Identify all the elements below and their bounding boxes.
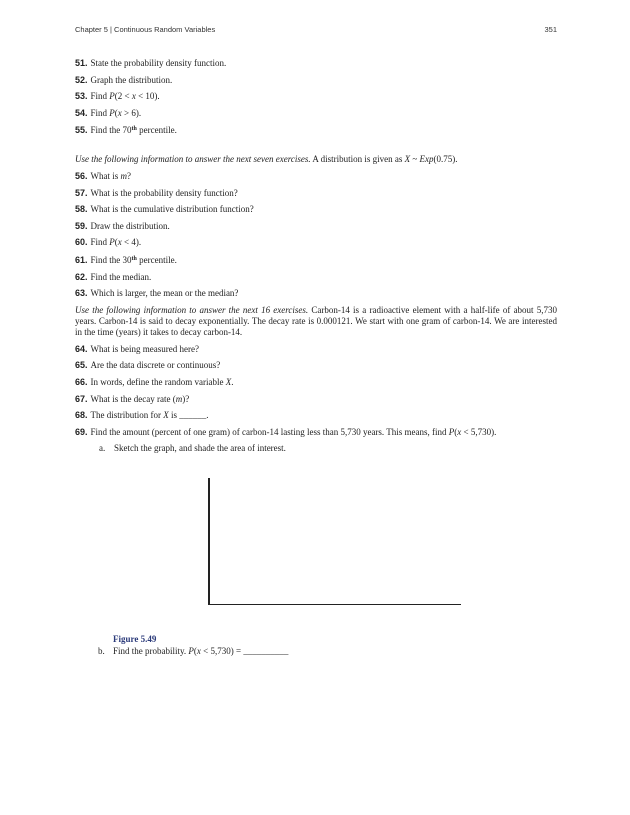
sub-item-b-letter: b.: [98, 646, 105, 656]
text-run: Use the following information to answer the next seven exercises.: [75, 154, 311, 165]
text-run: Find the probability.: [113, 646, 189, 656]
exercise-number: 64.: [75, 343, 88, 354]
exercise-item: [75, 427, 557, 438]
text-run: < 5,730).: [461, 426, 497, 437]
text-run: x: [117, 237, 122, 248]
text-run: Find the median.: [90, 271, 152, 282]
text-run: What is the cumulative distribution function?: [90, 204, 254, 215]
text-run: m: [120, 170, 128, 181]
text-run: (0.75).: [433, 154, 458, 165]
exercise-item: [75, 237, 557, 248]
sub-item-a-letter: a.: [99, 443, 106, 454]
text-run: Draw the distribution.: [90, 220, 170, 231]
text-run: In words, define the random variable: [90, 376, 226, 387]
intro-carbon-14: [75, 305, 557, 338]
text-run: Find: [90, 91, 110, 102]
text-run: < 5,730) = __________: [200, 646, 289, 656]
text-run: What is being measured here?: [90, 343, 199, 354]
text-run: Exp: [419, 154, 434, 165]
exercise-number: 67.: [75, 393, 88, 404]
text-run: X: [225, 376, 232, 387]
exercise-number: 51.: [75, 58, 88, 68]
text-run: X: [404, 154, 411, 165]
exercise-number: 65.: [75, 360, 88, 371]
exercise-item: [75, 344, 557, 355]
text-run: (: [114, 237, 118, 248]
exercise-item: [75, 360, 557, 371]
chapter-header: Chapter 5 | Continuous Random Variables: [75, 25, 216, 34]
blank-graph-axes: [208, 478, 461, 605]
text-run: X: [163, 410, 169, 421]
exercise-number: 58.: [75, 204, 88, 215]
text-run: (: [114, 107, 118, 118]
exercise-item: [75, 221, 557, 232]
text-run: What is the decay rate (: [90, 393, 176, 404]
sub-item-a-text: Sketch the graph, and shade the area of interest.: [114, 443, 286, 454]
text-run: Which is larger, the mean or the median?: [90, 288, 239, 299]
text-run: Carbon-14 is a radioactive element with a half-life of about 5,730 years. Carbon-14 is said to decay exponentially. The decay rate is 0.000121. We start with one gram of carbon-14. We are interested in the time (years) it takes to decay carbon-14.: [75, 304, 558, 337]
text-run: (: [193, 646, 197, 656]
sub-item-a: [99, 443, 557, 454]
exercise-number: 53.: [75, 91, 88, 102]
exercise-number: 57.: [75, 187, 88, 198]
exercise-number: 61.: [75, 254, 88, 265]
text-run: P: [109, 237, 115, 248]
text-run: x: [457, 426, 462, 437]
text-run: Find: [90, 107, 110, 118]
text-run: x: [196, 646, 201, 656]
text-run: m: [175, 393, 183, 404]
text-run: Find the 30: [90, 254, 132, 265]
text-run: > 6).: [121, 107, 142, 118]
sub-item-b-text: [113, 646, 288, 656]
exercise-item: [75, 188, 557, 199]
text-run: State the probability density function.: [90, 58, 227, 68]
exercise-item: [75, 58, 557, 69]
exercise-number: 63.: [75, 288, 88, 299]
text-run: Are the data discrete or continuous?: [90, 360, 221, 371]
exercise-item: [75, 91, 557, 102]
exercise-item: [75, 377, 557, 388]
exercise-number: 68.: [75, 410, 88, 421]
exercise-number: 62.: [75, 271, 88, 282]
y-axis-line: [208, 478, 210, 604]
text-run: P: [188, 646, 194, 656]
text-run: < 10).: [135, 91, 160, 102]
exercise-number: 52.: [75, 74, 88, 85]
exercise-number: 66.: [75, 376, 88, 387]
figure-caption: Figure 5.49: [113, 634, 157, 644]
exercise-number: 54.: [75, 107, 88, 118]
intro-exponential: [75, 154, 557, 165]
exercise-list-51-55: [75, 58, 557, 136]
text-run: Graph the distribution.: [90, 74, 173, 85]
exercise-item: [75, 171, 557, 182]
text-run: th: [131, 255, 137, 262]
exercise-number: 56.: [75, 170, 88, 181]
text-run: .: [231, 376, 234, 387]
exercise-number: 55.: [75, 125, 88, 136]
text-run: Use the following information to answer the next 16 exercises.: [75, 304, 309, 315]
text-run: Find the 70: [90, 125, 132, 136]
exercise-number: 69.: [75, 426, 88, 437]
exercise-list-56-63: [75, 171, 557, 299]
text-run: What is: [90, 170, 121, 181]
exercise-number: 59.: [75, 220, 88, 231]
exercise-item: [75, 394, 557, 405]
text-run: P: [448, 426, 455, 437]
text-run: The distribution for: [90, 410, 164, 421]
text-run: is ______.: [168, 410, 209, 421]
exercise-number: 60.: [75, 237, 88, 248]
exercise-item: [75, 272, 557, 283]
exercise-item: [75, 108, 557, 119]
exercise-item: [75, 75, 557, 86]
text-run: (2 <: [114, 91, 132, 102]
text-run: Find the amount (percent of one gram) of carbon-14 lasting less than 5,730 years. This means, find: [90, 426, 449, 437]
exercise-content: [75, 58, 557, 454]
text-run: P: [109, 107, 115, 118]
text-run: < 4).: [121, 237, 142, 248]
page-number: 351: [544, 25, 557, 34]
exercise-item: [75, 410, 557, 421]
text-run: ~: [410, 154, 420, 165]
exercise-item: [75, 288, 557, 299]
text-run: x: [117, 107, 122, 118]
text-run: ?: [127, 170, 132, 181]
exercise-item: [75, 124, 557, 136]
text-run: What is the probability density function?: [90, 187, 238, 198]
text-run: A distribution is given as: [310, 154, 405, 165]
sub-item-b: [98, 646, 288, 656]
text-run: Find: [90, 237, 110, 248]
x-axis-line: [208, 604, 461, 606]
text-run: percentile.: [136, 254, 177, 265]
text-run: x: [131, 91, 136, 102]
text-run: th: [131, 126, 137, 133]
exercise-list-64-69: [75, 344, 557, 438]
text-run: percentile.: [136, 125, 177, 136]
exercise-item: [75, 254, 557, 266]
exercise-item: [75, 204, 557, 215]
text-run: )?: [182, 393, 190, 404]
text-run: P: [109, 91, 115, 102]
text-run: (: [454, 426, 458, 437]
